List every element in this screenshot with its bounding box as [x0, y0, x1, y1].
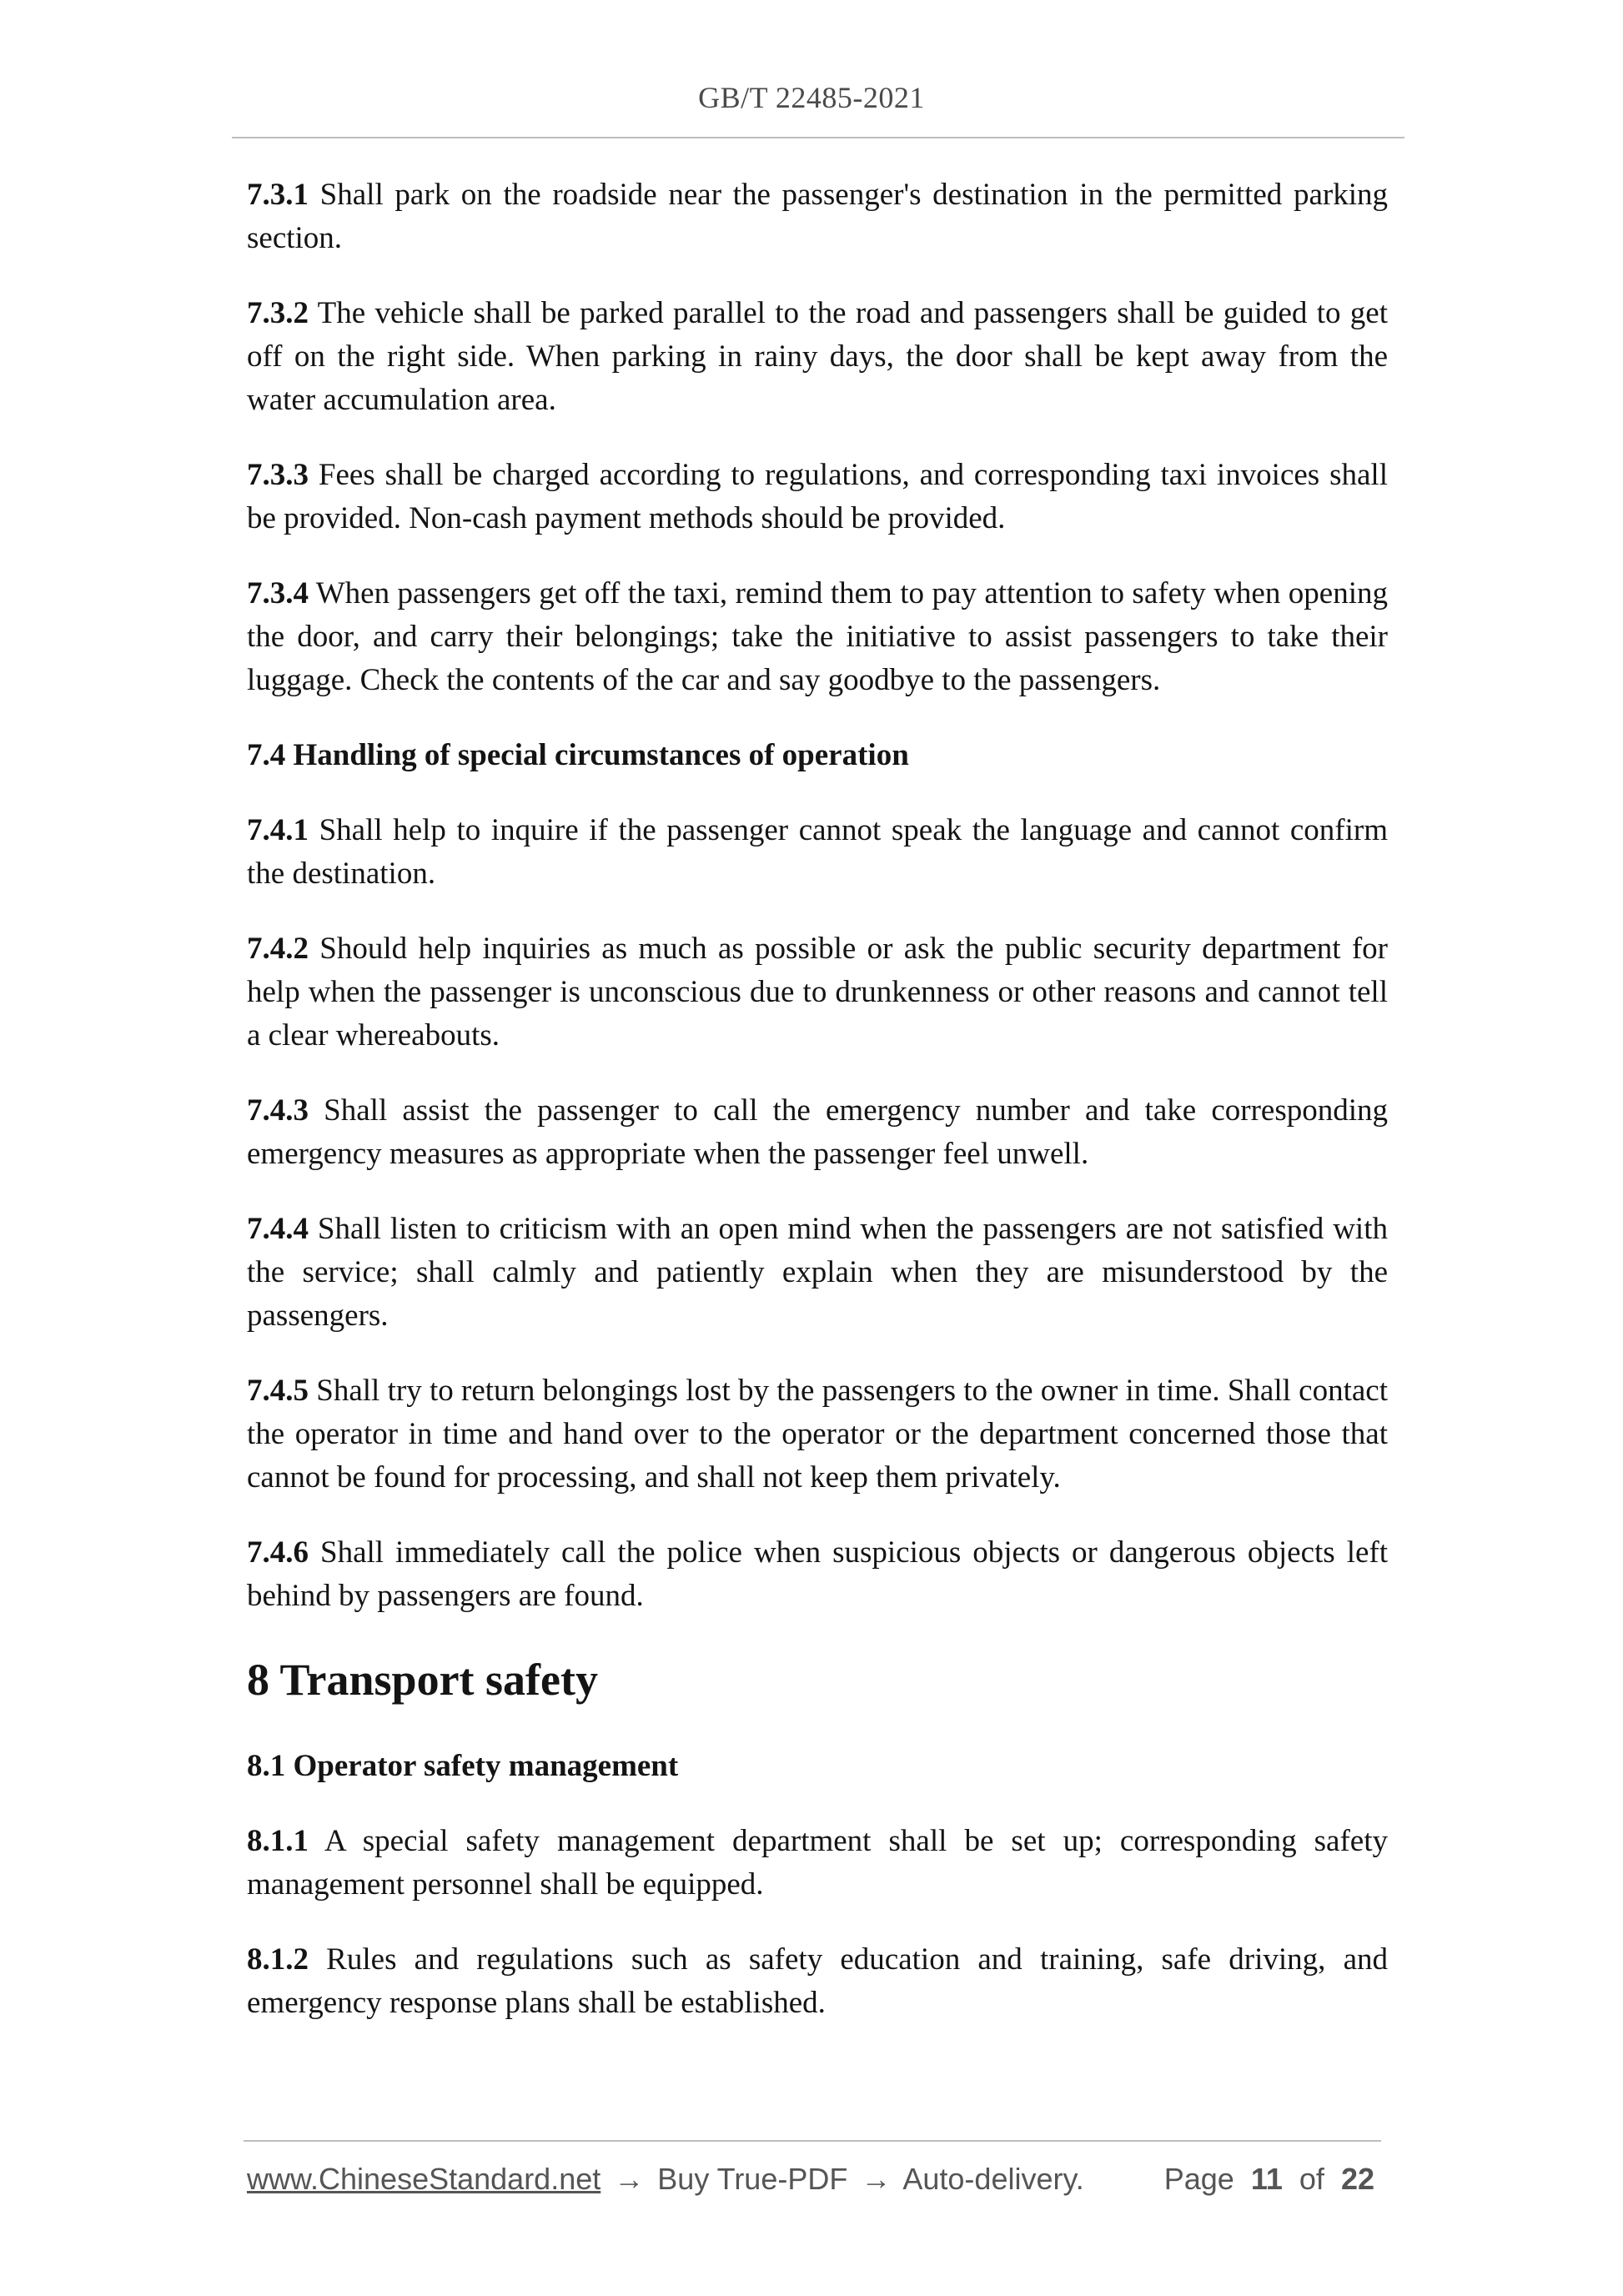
document-header-code: GB/T 22485-2021: [698, 81, 925, 114]
clause-number: 7.4.1: [247, 813, 309, 847]
clause-number: 7.4.5: [247, 1374, 309, 1408]
clause-text: Should help inquiries as much as possible or ask the public security department for help when the passenger is unconscious due to drunkenness or other reasons and cannot tell a clear whereabouts.: [247, 932, 1388, 1053]
clause-number: 7.4.4: [247, 1212, 309, 1246]
clause-7-4-3: [247, 1089, 1388, 1176]
clause-text: Rules and regulations such as safety education and training, safe driving, and emergency response plans shall be established.: [247, 1942, 1388, 2020]
page-footer: [247, 2158, 1378, 2200]
clause-number: 7.4.3: [247, 1093, 309, 1128]
clause-text: A special safety management department shall be set up; corresponding safety management personnel shall be equipped.: [247, 1824, 1388, 1902]
clause-number: 7.3.1: [247, 178, 309, 212]
clause-7-3-4: [247, 572, 1388, 702]
clause-number: 7.4.2: [247, 932, 309, 966]
page-total: 22: [1340, 2162, 1374, 2196]
clause-text: Shall listen to criticism with an open mind when the passengers are not satisfied with the service; shall calmly and patiently explain when they are misunderstood by the passengers.: [247, 1212, 1388, 1333]
clause-7-4-2: [247, 927, 1388, 1058]
clause-7-4-1: [247, 809, 1388, 896]
section-heading-7-4: 7.4 Handling of special circumstances of operation: [247, 738, 909, 772]
page-number: [1164, 2158, 1374, 2200]
auto-delivery-text: Auto-delivery.: [902, 2162, 1084, 2196]
clause-number: 7.3.2: [247, 296, 309, 330]
clause-7-3-3: [247, 454, 1388, 540]
clause-7-4-4: [247, 1208, 1388, 1338]
clause-7-4-5: [247, 1369, 1388, 1500]
clause-text: The vehicle shall be parked parallel to the road and passengers shall be guided to get off on the right side. When parking in rainy days, the door shall be kept away from the water accumulation area.: [247, 296, 1388, 417]
clause-text: Shall park on the roadside near the passenger's destination in the permitted parking section.: [247, 178, 1388, 255]
clause-number: 8.1.1: [247, 1824, 309, 1858]
document-body: [247, 173, 1388, 2057]
clause-text: Shall immediately call the police when suspicious objects or dangerous objects left behind by passengers are found.: [247, 1535, 1388, 1613]
clause-text: Fees shall be charged according to regulations, and corresponding taxi invoices shall be provided. Non-cash payment methods should be provided.: [247, 458, 1388, 535]
clause-8-1-1: [247, 1820, 1388, 1907]
buy-true-pdf-text: Buy True-PDF: [657, 2162, 848, 2196]
clause-7-3-1: [247, 173, 1388, 260]
clause-7-4-6: [247, 1531, 1388, 1618]
page-current: 11: [1250, 2162, 1283, 2196]
arrow-right-icon: →: [861, 2162, 892, 2196]
clause-number: 7.4.6: [247, 1535, 309, 1570]
clause-number: 8.1.2: [247, 1942, 309, 1977]
clause-8-1-2: [247, 1938, 1388, 2025]
footer-divider: [244, 2140, 1381, 2142]
clause-text: When passengers get off the taxi, remind them to pay attention to safety when opening the door, and carry their belongings; take the initiative to assist passengers to take their luggage. Check the contents of the car and say goodbye to the passengers.: [247, 576, 1388, 697]
page-label: Page: [1163, 2162, 1234, 2196]
clause-number: 7.3.4: [247, 576, 309, 610]
arrow-right-icon: →: [614, 2162, 645, 2196]
website-link[interactable]: www.ChineseStandard.net: [247, 2162, 601, 2196]
clause-text: Shall assist the passenger to call the emergency number and take corresponding emergency measures as appropriate when the passenger feel unwell.: [247, 1093, 1388, 1171]
clause-text: Shall help to inquire if the passenger cannot speak the language and cannot confirm the destination.: [247, 813, 1388, 891]
section-heading-8-1: 8.1 Operator safety management: [247, 1749, 679, 1783]
clause-number: 7.3.3: [247, 458, 309, 492]
chapter-heading-8: 8 Transport safety: [247, 1655, 598, 1705]
header-divider: [232, 137, 1404, 138]
clause-text: Shall try to return belongings lost by the passengers to the owner in time. Shall contact the operator in time and hand over to the operator or the department concerned those that cannot be found for processing, and shall not keep them privately.: [247, 1374, 1388, 1495]
clause-7-3-2: [247, 292, 1388, 422]
page-of-label: of: [1299, 2162, 1324, 2196]
